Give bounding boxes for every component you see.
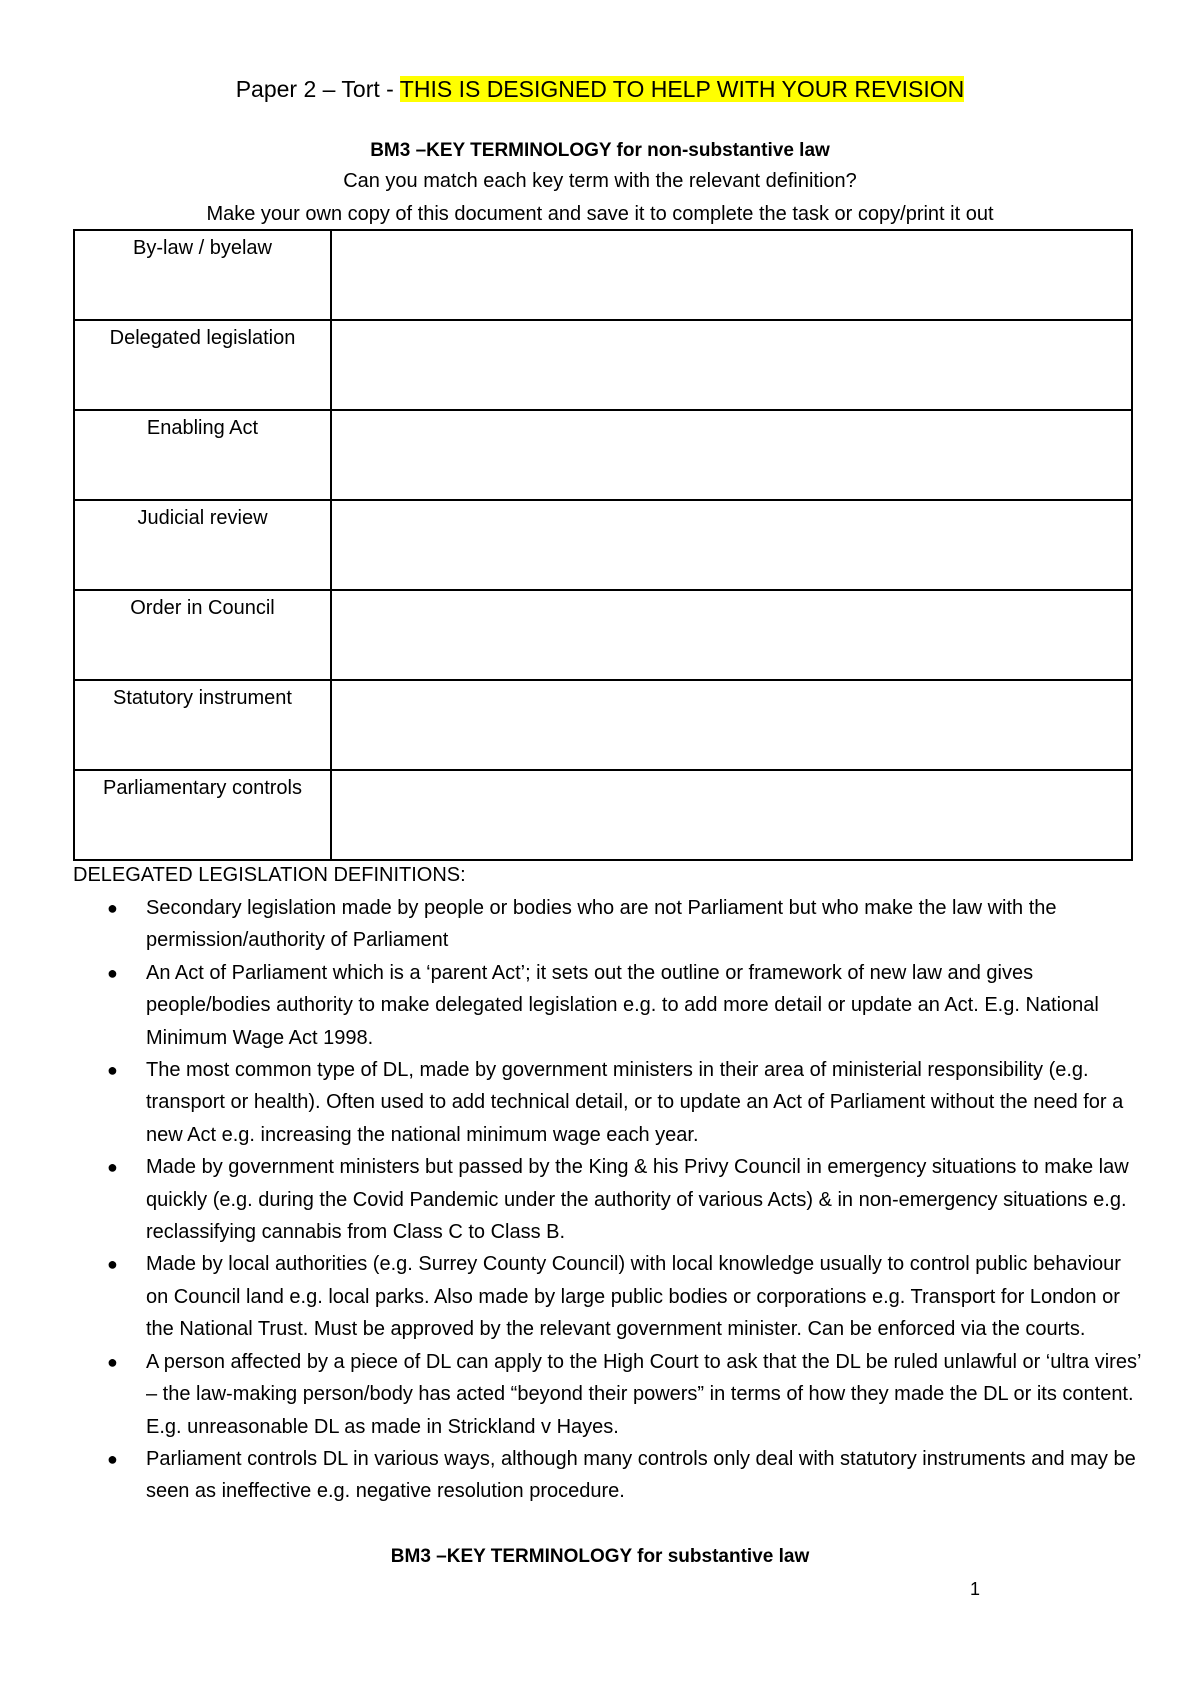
list-item [73, 1054, 1143, 1151]
definition-answer-cell[interactable] [331, 410, 1132, 500]
bullet-icon: ● [107, 1351, 118, 1372]
definition-answer-cell[interactable] [331, 590, 1132, 680]
title-prefix: Paper 2 – Tort - [235, 76, 400, 102]
definition-text: An Act of Parliament which is a ‘parent Act’; it sets out the outline or framework of new law and gives people/bodies authority to make delegated legislation e.g. to add more detail or update an Act. E.g. National Minimum Wage Act 1998. [146, 961, 1099, 1049]
term-cell: Delegated legislation [74, 320, 331, 410]
instruction-match: Can you match each key term with the relevant definition? [343, 170, 857, 192]
definition-answer-cell[interactable] [331, 230, 1132, 320]
table-row [74, 410, 1132, 500]
definitions-list [73, 892, 1143, 1508]
term-cell: Statutory instrument [74, 680, 331, 770]
table-row [74, 590, 1132, 680]
table-row [74, 230, 1132, 320]
term-cell: By-law / byelaw [74, 230, 331, 320]
term-cell: Order in Council [74, 590, 331, 680]
definition-answer-cell[interactable] [331, 770, 1132, 860]
instruction-copy: Make your own copy of this document and save it to complete the task or copy/print it out [206, 203, 994, 225]
document-title [0, 74, 1200, 104]
definitions-heading: DELEGATED LEGISLATION DEFINITIONS: [73, 864, 466, 886]
bullet-icon: ● [107, 1448, 118, 1469]
bullet-icon: ● [107, 1254, 118, 1275]
definition-answer-cell[interactable] [331, 680, 1132, 770]
table-row [74, 680, 1132, 770]
bullet-icon: ● [107, 962, 118, 983]
list-item [73, 1151, 1143, 1248]
terms-table [73, 229, 1133, 861]
list-item [73, 1248, 1143, 1345]
table-row [74, 770, 1132, 860]
list-item [73, 957, 1143, 1054]
table-row [74, 500, 1132, 590]
list-item [73, 1443, 1143, 1508]
bullet-icon: ● [107, 1060, 118, 1081]
definition-text: A person affected by a piece of DL can apply to the High Court to ask that the DL be ruled unlawful or ‘ultra vires’ – the law-making person/body has acted “beyond their powers” in terms of how they made the DL or its content. E.g. unreasonable DL as made in Strickland v Hayes. [146, 1350, 1141, 1438]
definition-text: The most common type of DL, made by government ministers in their area of ministerial responsibility (e.g. transport or health). Often used to add technical detail, or to update an Act of Parliament without the need for a new Act e.g. increasing the national minimum wage each year. [146, 1059, 1124, 1146]
term-cell: Parliamentary controls [74, 770, 331, 860]
bullet-icon: ● [107, 1157, 118, 1178]
definition-text: Parliament controls DL in various ways, although many controls only deal with statutory instruments and may be seen as ineffective e.g. negative resolution procedure. [146, 1447, 1136, 1503]
definition-text: Secondary legislation made by people or bodies who are not Parliament but who make the law with the permission/authority of Parliament [146, 897, 1057, 952]
bullet-icon: ● [107, 898, 118, 918]
list-item [73, 892, 1143, 957]
section-heading-non-substantive: BM3 –KEY TERMINOLOGY for non-substantive law [370, 140, 830, 161]
title-highlight: THIS IS DESIGNED TO HELP WITH YOUR REVISION [399, 76, 965, 102]
definition-answer-cell[interactable] [331, 500, 1132, 590]
page-number: 1 [970, 1579, 981, 1599]
section-heading-substantive: BM3 –KEY TERMINOLOGY for substantive law [390, 1546, 810, 1567]
term-cell: Enabling Act [74, 410, 331, 500]
definition-text: Made by local authorities (e.g. Surrey County Council) with local knowledge usually to control public behaviour on Council land e.g. local parks. Also made by large public bodies or corporations e.g. Transport for London or the National Trust. Must be approved by the relevant government minister. Can be enforced via the courts. [146, 1253, 1121, 1341]
table-row [74, 320, 1132, 410]
list-item [73, 1346, 1143, 1443]
definition-answer-cell[interactable] [331, 320, 1132, 410]
definition-text: Made by government ministers but passed by the King & his Privy Council in emergency situations to make law quickly (e.g. during the Covid Pandemic under the authority of various Acts) & in non-emergency situations e.g. reclassifying cannabis from Class C to Class B. [146, 1156, 1129, 1244]
term-cell: Judicial review [74, 500, 331, 590]
